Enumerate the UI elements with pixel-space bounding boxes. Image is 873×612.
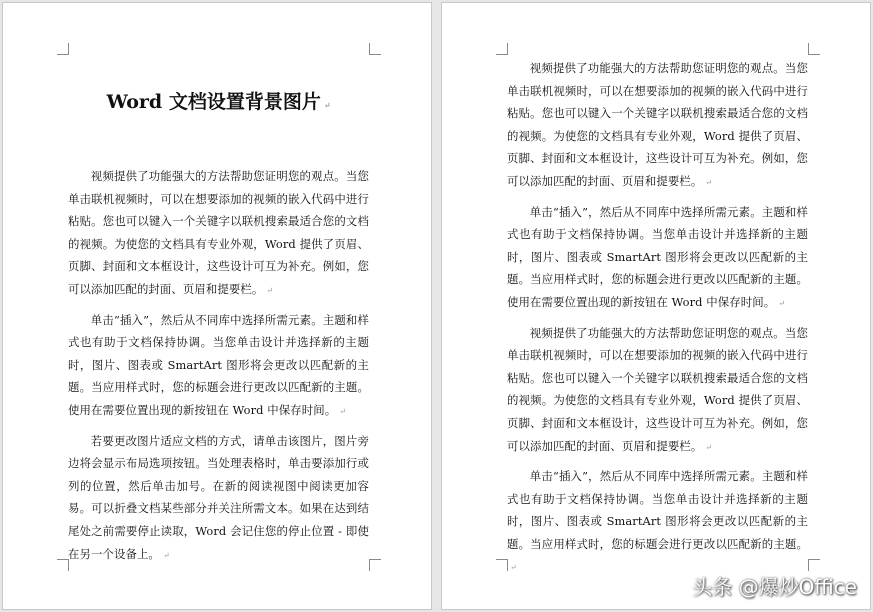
corner-mark-top-right xyxy=(808,43,820,55)
corner-mark-bottom-right xyxy=(808,559,820,571)
corner-mark-bottom-right xyxy=(369,559,381,571)
paragraph: 单击“插入”，然后从不同库中选择所需元素。主题和样式也有助于文档保持协调。当您单击设计并选择新的主题时，图片、图表或 SmartArt 图形将会更改以匹配新的主题。当应用样式时，您的标题会进行更改以匹配新的主题。使用在需要位置出现的新按钮在 Word 中保存时间。 ↵ xyxy=(68,312,369,417)
document-page-left xyxy=(3,3,431,609)
page-text-area[interactable] xyxy=(507,57,808,586)
watermark-text: 头条 @爆炒Office xyxy=(692,575,857,599)
corner-mark-top-right xyxy=(369,43,381,55)
paragraph: 视频提供了功能强大的方法帮助您证明您的观点。当您单击联机视频时，可以在想要添加的视频的嵌入代码中进行粘贴。您也可以键入一个关键字以联机搜索最适合您的文档的视频。为使您的文档具有专业外观，Word 提供了页眉、页脚、封面和文本框设计，这些设计可互为补充。例如，您可以添加匹配的封面、页眉和提要栏。 ↵ xyxy=(507,325,808,453)
corner-mark-top-left xyxy=(496,43,508,55)
paragraph: 单击“插入”，然后从不同库中选择所需元素。主题和样式也有助于文档保持协调。当您单击设计并选择新的主题时，图片、图表或 SmartArt 图形将会更改以匹配新的主题。当应用样式时，您的标题会进行更改以匹配新的主题。↵ xyxy=(507,469,808,573)
page-text-area[interactable] xyxy=(68,88,369,573)
document-title: Word 文档设置背景图片 ↵ xyxy=(106,91,331,113)
paragraph: 若要更改图片适应文档的方式，请单击该图片，图片旁边将会显示布局选项按钮。当处理表格时，单击要添加行或列的位置，然后单击加号。在新的阅读视图中阅读更加容易。可以折叠文档某些部分并关注所需文本。如果在达到结尾处之前需要停止读取，Word 会记住您的停止位置 - 即使在另一个设备上。 ↵ xyxy=(68,433,369,561)
paragraph: 单击“插入”，然后从不同库中选择所需元素。主题和样式也有助于文档保持协调。当您单击设计并选择新的主题时，图片、图表或 SmartArt 图形将会更改以匹配新的主题。当应用样式时，您的标题会进行更改以匹配新的主题。使用在需要位置出现的新按钮在 Word 中保存时间。 ↵ xyxy=(507,204,808,309)
paragraph: 视频提供了功能强大的方法帮助您证明您的观点。当您单击联机视频时，可以在想要添加的视频的嵌入代码中进行粘贴。您也可以键入一个关键字以联机搜索最适合您的文档的视频。为使您的文档具有专业外观，Word 提供了页眉、页脚、封面和文本框设计，这些设计可互为补充。例如，您可以添加匹配的封面、页眉和提要栏。 ↵ xyxy=(507,61,808,188)
paragraph: 视频提供了功能强大的方法帮助您证明您的观点。当您单击联机视频时，可以在想要添加的视频的嵌入代码中进行粘贴。您也可以键入一个关键字以联机搜索最适合您的文档的视频。为使您的文档具有专业外观，Word 提供了页眉、页脚、封面和文本框设计，这些设计可互为补充。例如，您可以添加匹配的封面、页眉和提要栏。 ↵ xyxy=(68,169,369,296)
corner-mark-top-left xyxy=(57,43,69,55)
document-page-right xyxy=(442,3,870,609)
